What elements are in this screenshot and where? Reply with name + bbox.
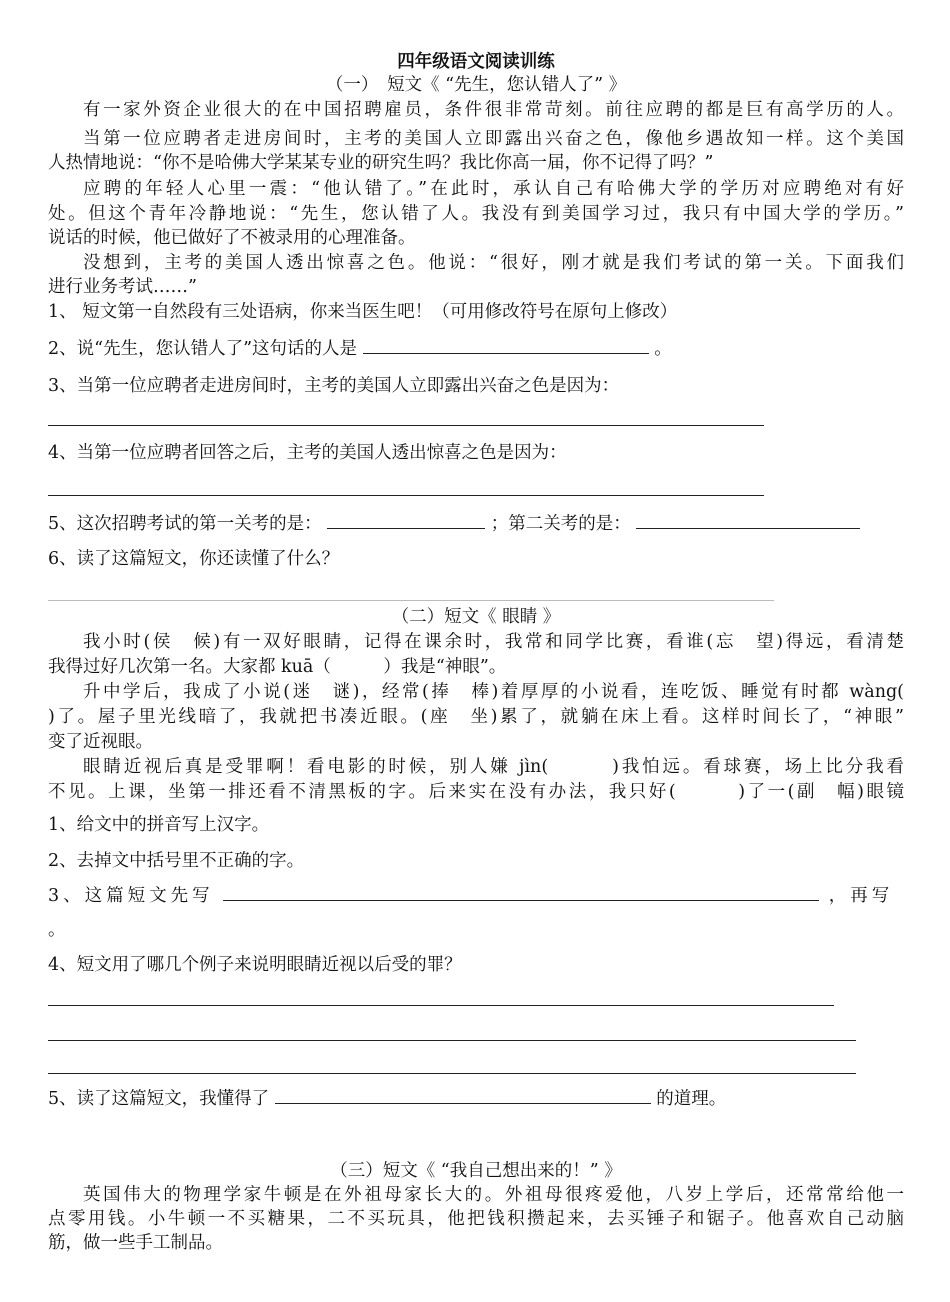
s2-question-1: 1、给文中的拼音写上汉字。 — [48, 815, 270, 835]
s2-paragraph-line: )了。屋子里光线暗了，我就把书凑近眼。(座 坐)累了，就躺在床上看。这样时间长了，“神眼” — [48, 707, 904, 727]
s1-question-2-end: 。 — [654, 339, 672, 359]
s1-paragraph-line: 没想到，主考的美国人透出惊喜之色。他说：“很好，刚才就是我们考试的第一关。下面我们 — [83, 253, 904, 273]
answer-blank[interactable] — [636, 510, 860, 529]
answer-blank[interactable] — [327, 510, 485, 529]
s2-question-3-text-b: ，再写 — [828, 886, 894, 906]
s2-paragraph-line: 变了近视眼。 — [48, 732, 153, 752]
s2-question-5 — [48, 1085, 904, 1113]
s1-question-1: 1、 短文第一自然段有三处语病，你来当医生吧！（可用修改符号在原句上修改） — [48, 302, 678, 322]
section-3-heading: （三）短文《 “我自己想出来的！” 》 — [330, 1161, 622, 1181]
answer-blank[interactable] — [275, 1085, 651, 1104]
s1-question-2-text: 2、说“先生，您认错人了”这句话的人是 — [48, 339, 358, 359]
s2-question-3-text-a: 3、这篇短文先写 — [48, 886, 214, 906]
section-divider — [48, 600, 774, 601]
s1-question-5-text-b: ；第二关考的是： — [490, 514, 631, 534]
s1-question-5-text-a: 5、这次招聘考试的第一关考的是： — [48, 514, 322, 534]
s2-question-2: 2、去掉文中括号里不正确的字。 — [48, 851, 305, 871]
answer-line[interactable] — [48, 425, 764, 426]
s1-question-5 — [48, 510, 904, 538]
s2-question-3-end: 。 — [48, 920, 66, 940]
s1-paragraph-line: 处。但这个青年冷静地说：“先生，您认错了人。我没有到美国学习过，我只有中国大学的学历。” — [48, 204, 904, 224]
answer-line[interactable] — [48, 1005, 834, 1006]
s2-question-5-text-b: 的道理。 — [656, 1089, 727, 1109]
s1-paragraph-line: 进行业务考试……” — [48, 277, 197, 297]
s3-paragraph-line: 筋，做一些手工制品。 — [48, 1233, 223, 1253]
s2-question-4: 4、短文用了哪几个例子来说明眼睛近视以后受的罪？ — [48, 955, 462, 975]
s1-paragraph-line: 当第一位应聘者走进房间时，主考的美国人立即露出兴奋之色，像他乡遇故知一样。这个美国 — [83, 129, 904, 149]
s1-question-3: 3、当第一位应聘者走进房间时，主考的美国人立即露出兴奋之色是因为： — [48, 376, 620, 396]
s1-paragraph-line: 应聘的年轻人心里一震：“他认错了。”在此时，承认自己有哈佛大学的学历对应聘绝对有好 — [83, 179, 904, 199]
answer-blank[interactable] — [363, 335, 649, 354]
s2-paragraph-line: 不见。上课，坐第一排还看不清黑板的字。后来实在没有办法，我只好( )了一(副 幅)眼镜 — [48, 782, 904, 802]
s2-paragraph-line: 升中学后，我成了小说(迷 谜)，经常(捧 棒)着厚厚的小说看，连吃饭、睡觉有时都 wàng( — [83, 682, 904, 702]
s1-question-2 — [48, 335, 904, 363]
s1-question-6: 6、读了这篇短文，你还读懂了什么？ — [48, 549, 340, 569]
answer-blank[interactable] — [223, 882, 819, 901]
answer-line[interactable] — [48, 495, 764, 496]
s2-paragraph-line: 我小时(侯 候)有一双好眼睛，记得在课余时，我常和同学比赛，看谁(忘 望)得远，看清楚 — [83, 632, 904, 652]
s1-paragraph-line: 有一家外资企业很大的在中国招聘雇员，条件很非常苛刻。前往应聘的都是巨有高学历的人。 — [83, 100, 904, 120]
section-2-heading: （二）短文《 眼睛 》 — [391, 607, 561, 627]
s3-paragraph-line: 英国伟大的物理学家牛顿是在外祖母家长大的。外祖母很疼爱他，八岁上学后，还常常给他一 — [83, 1185, 904, 1205]
s1-question-4: 4、当第一位应聘者回答之后，主考的美国人透出惊喜之色是因为： — [48, 443, 567, 463]
page-title: 四年级语文阅读训练 — [397, 52, 555, 72]
answer-line[interactable] — [48, 1040, 856, 1041]
s2-question-5-text-a: 5、读了这篇短文，我懂得了 — [48, 1089, 270, 1109]
s2-question-3 — [48, 882, 904, 910]
s1-paragraph-line: 人热情地说：“你不是哈佛大学某某专业的研究生吗？我比你高一届，你不记得了吗？” — [48, 153, 714, 173]
s2-paragraph-line: 眼睛近视后真是受罪啊！看电影的时候，别人嫌 jìn( )我怕远。看球赛，场上比分我看 — [83, 757, 904, 777]
section-1-heading: （一） 短文《 “先生，您认错人了” 》 — [325, 75, 627, 95]
answer-line[interactable] — [48, 1073, 856, 1074]
s2-paragraph-line: 我得过好几次第一名。大家都 kuā（ ）我是“神眼”。 — [48, 657, 507, 677]
s3-paragraph-line: 点零用钱。小牛顿一不买糖果，二不买玩具，他把钱积攒起来，去买锤子和锯子。他喜欢自己动脑 — [48, 1209, 904, 1229]
s1-paragraph-line: 说话的时候，他已做好了不被录用的心理准备。 — [48, 228, 416, 248]
